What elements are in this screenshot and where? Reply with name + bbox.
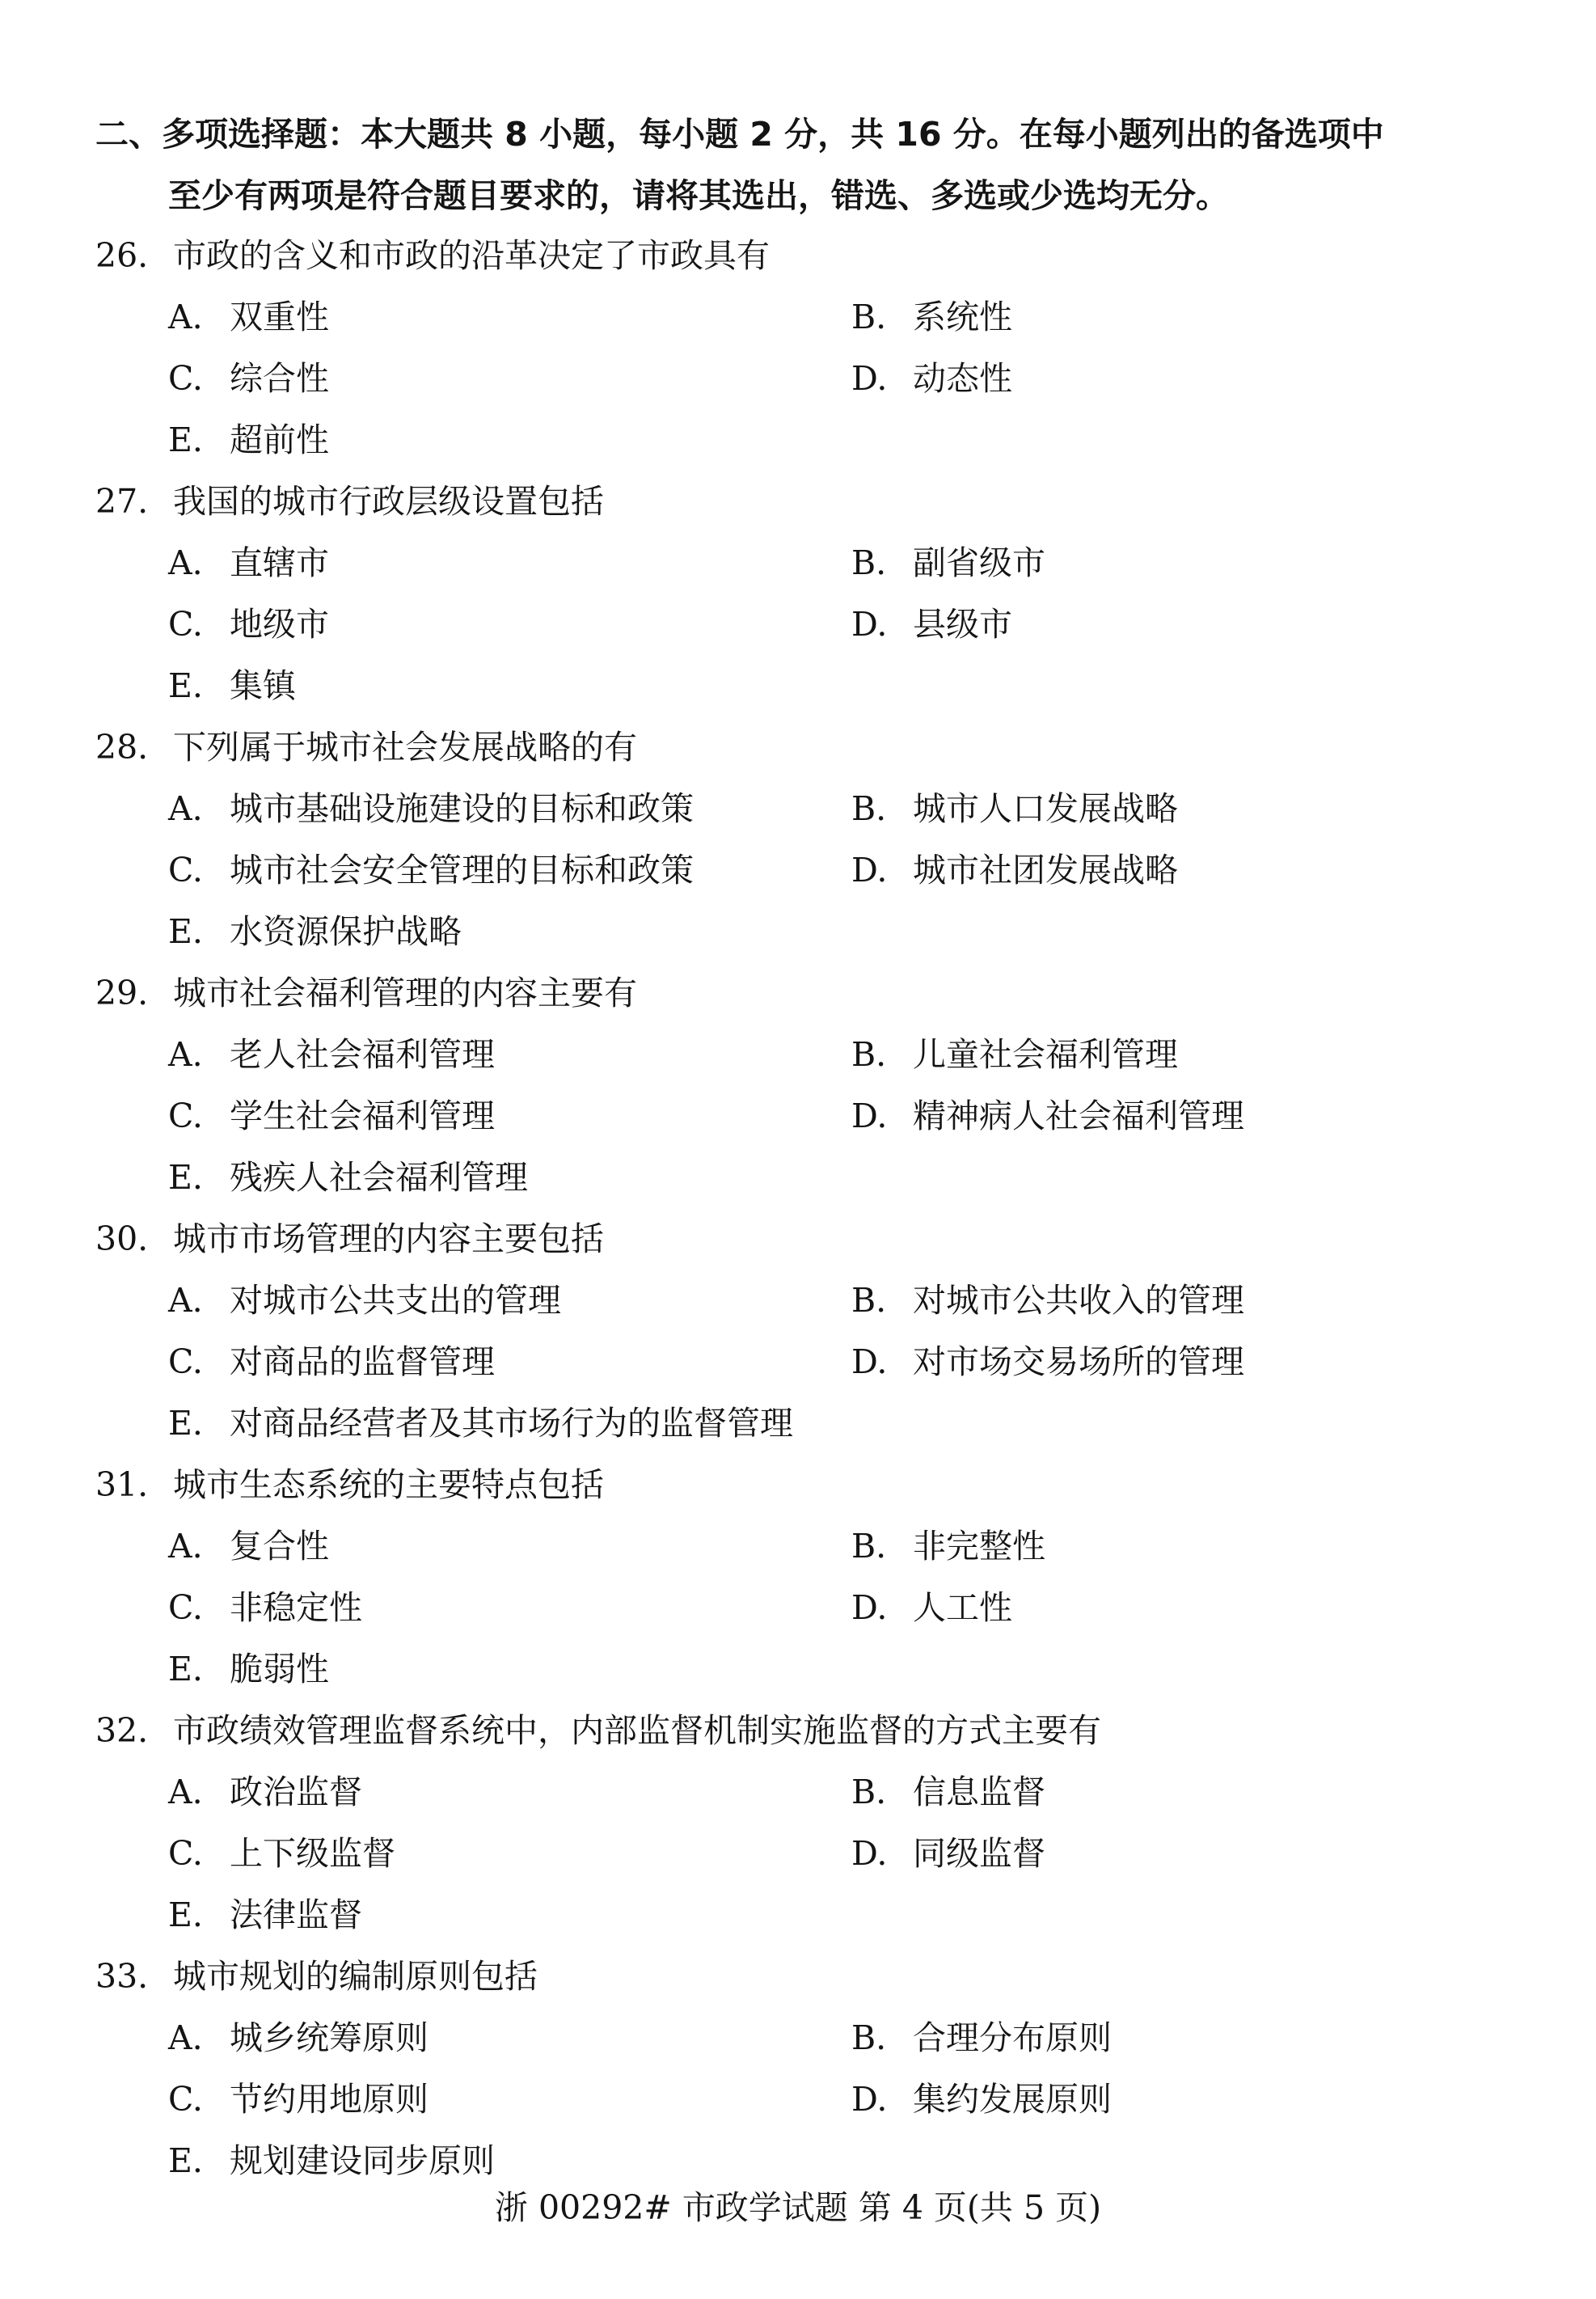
question-30 — [95, 1208, 1518, 1454]
option-a — [168, 286, 329, 348]
question-stem: 我国的城市行政层级设置包括 — [173, 482, 604, 521]
option-letter: C. — [168, 1097, 203, 1135]
option-text: 城市基础设施建设的目标和政策 — [230, 789, 694, 828]
option-text: 非稳定性 — [230, 1588, 362, 1627]
option-letter: B. — [851, 1527, 887, 1566]
option-letter: D. — [851, 1342, 888, 1381]
question-list — [95, 225, 1518, 2191]
option-d — [851, 1577, 1012, 1638]
option-text: 城市社会安全管理的目标和政策 — [230, 851, 694, 890]
option-text: 学生社会福利管理 — [230, 1097, 495, 1135]
section-header — [95, 104, 1518, 226]
option-e — [168, 655, 296, 716]
question-27 — [95, 471, 1518, 716]
option-letter: A. — [168, 1035, 203, 1074]
option-letter: C. — [168, 359, 203, 398]
option-c — [168, 348, 329, 409]
option-text: 非完整性 — [913, 1527, 1045, 1566]
option-b — [851, 1024, 1178, 1085]
option-text: 地级市 — [230, 605, 329, 644]
option-d — [851, 2069, 1112, 2130]
option-text: 信息监督 — [913, 1773, 1045, 1811]
option-letter: A. — [168, 1281, 203, 1320]
option-text: 对商品的监督管理 — [230, 1342, 495, 1381]
question-29 — [95, 962, 1518, 1208]
option-text: 脆弱性 — [230, 1650, 329, 1688]
option-letter: A. — [168, 543, 203, 582]
option-b — [851, 1270, 1244, 1331]
question-stem: 城市生态系统的主要特点包括 — [173, 1465, 604, 1504]
option-a — [168, 1024, 495, 1085]
option-letter: C. — [168, 2080, 203, 2119]
section-instruction-line2: 至少有两项是符合题目要求的，请将其选出，错选、多选或少选均无分。 — [168, 176, 1229, 215]
option-text: 系统性 — [913, 298, 1012, 336]
option-text: 规划建设同步原则 — [230, 2141, 495, 2180]
question-33 — [95, 1946, 1518, 2191]
option-letter: B. — [851, 1281, 887, 1320]
option-text: 政治监督 — [230, 1773, 362, 1811]
question-number: 31. — [95, 1465, 149, 1504]
option-c — [168, 594, 329, 655]
option-letter: A. — [168, 1527, 203, 1566]
option-d — [851, 839, 1178, 901]
option-letter: D. — [851, 851, 888, 890]
option-text: 集镇 — [230, 666, 296, 705]
option-letter: B. — [851, 789, 887, 828]
option-c — [168, 2069, 429, 2130]
option-text: 法律监督 — [230, 1895, 362, 1934]
option-letter: D. — [851, 1097, 888, 1135]
option-letter: C. — [168, 851, 203, 890]
question-26 — [95, 225, 1518, 471]
option-d — [851, 1331, 1244, 1393]
option-letter: E. — [168, 912, 203, 951]
option-a — [168, 1515, 329, 1577]
question-number: 30. — [95, 1219, 149, 1258]
option-c — [168, 1331, 495, 1393]
option-text: 合理分布原则 — [913, 2018, 1112, 2057]
option-b — [851, 532, 1045, 594]
option-letter: A. — [168, 1773, 203, 1811]
option-text: 直辖市 — [230, 543, 329, 582]
option-letter: B. — [851, 1773, 887, 1811]
option-e — [168, 1393, 793, 1454]
option-c — [168, 1577, 362, 1638]
option-a — [168, 2007, 429, 2069]
option-letter: D. — [851, 2080, 888, 2119]
option-text: 人工性 — [913, 1588, 1012, 1627]
option-e — [168, 1638, 329, 1700]
option-letter: C. — [168, 605, 203, 644]
question-number: 28. — [95, 728, 149, 767]
option-letter: B. — [851, 543, 887, 582]
option-text: 城市社团发展战略 — [913, 851, 1178, 890]
option-letter: B. — [851, 2018, 887, 2057]
option-text: 集约发展原则 — [913, 2080, 1112, 2119]
question-number: 32. — [95, 1711, 149, 1750]
option-letter: A. — [168, 789, 203, 828]
option-text: 对市场交易场所的管理 — [913, 1342, 1244, 1381]
option-text: 上下级监督 — [230, 1834, 395, 1873]
option-a — [168, 1270, 561, 1331]
option-text: 对城市公共收入的管理 — [913, 1281, 1244, 1320]
question-stem: 市政绩效管理监督系统中，内部监督机制实施监督的方式主要有 — [173, 1711, 1101, 1750]
option-text: 同级监督 — [913, 1834, 1045, 1873]
option-e — [168, 409, 329, 471]
question-number: 27. — [95, 482, 149, 521]
option-a — [168, 532, 329, 594]
option-e — [168, 1884, 362, 1946]
option-letter: D. — [851, 605, 888, 644]
option-letter: D. — [851, 1588, 888, 1627]
option-a — [168, 778, 694, 839]
option-letter: D. — [851, 359, 888, 398]
option-letter: B. — [851, 298, 887, 336]
option-d — [851, 348, 1012, 409]
option-b — [851, 286, 1012, 348]
section-instruction-line1: 二、多项选择题：本大题共 8 小题，每小题 2 分，共 16 分。在每小题列出的备选项中 — [95, 115, 1384, 154]
option-text: 节约用地原则 — [230, 2080, 429, 2119]
option-text: 儿童社会福利管理 — [913, 1035, 1178, 1074]
option-letter: B. — [851, 1035, 887, 1074]
option-text: 综合性 — [230, 359, 329, 398]
option-c — [168, 1085, 495, 1147]
option-d — [851, 1085, 1244, 1147]
option-letter: A. — [168, 298, 203, 336]
question-stem: 城市规划的编制原则包括 — [173, 1957, 538, 1996]
option-letter: C. — [168, 1588, 203, 1627]
option-letter: E. — [168, 1158, 203, 1197]
option-b — [851, 1761, 1045, 1823]
option-d — [851, 1823, 1045, 1884]
option-text: 超前性 — [230, 420, 329, 459]
question-32 — [95, 1700, 1518, 1946]
question-stem: 城市社会福利管理的内容主要有 — [173, 974, 637, 1012]
option-b — [851, 1515, 1045, 1577]
option-text: 老人社会福利管理 — [230, 1035, 495, 1074]
option-text: 城乡统筹原则 — [230, 2018, 429, 2057]
option-letter: E. — [168, 420, 203, 459]
question-number: 33. — [95, 1957, 149, 1996]
option-letter: E. — [168, 1650, 203, 1688]
option-b — [851, 2007, 1112, 2069]
page-footer: 浙 00292# 市政学试题 第 4 页(共 5 页) — [494, 2188, 1102, 2227]
option-letter: C. — [168, 1342, 203, 1381]
option-a — [168, 1761, 362, 1823]
option-letter: E. — [168, 2141, 203, 2180]
option-letter: E. — [168, 666, 203, 705]
option-text: 复合性 — [230, 1527, 329, 1566]
question-stem: 下列属于城市社会发展战略的有 — [173, 728, 637, 767]
option-text: 残疾人社会福利管理 — [230, 1158, 528, 1197]
option-b — [851, 778, 1178, 839]
option-letter: E. — [168, 1895, 203, 1934]
option-c — [168, 839, 694, 901]
option-letter: A. — [168, 2018, 203, 2057]
option-text: 对商品经营者及其市场行为的监督管理 — [230, 1404, 793, 1443]
question-28 — [95, 716, 1518, 962]
question-stem: 市政的含义和市政的沿革决定了市政具有 — [173, 236, 770, 275]
option-text: 双重性 — [230, 298, 329, 336]
option-d — [851, 594, 1012, 655]
option-text: 副省级市 — [913, 543, 1045, 582]
option-e — [168, 2130, 495, 2191]
option-text: 精神病人社会福利管理 — [913, 1097, 1244, 1135]
option-text: 动态性 — [913, 359, 1012, 398]
option-text: 城市人口发展战略 — [913, 789, 1178, 828]
option-letter: D. — [851, 1834, 888, 1873]
option-e — [168, 901, 462, 962]
question-stem: 城市市场管理的内容主要包括 — [173, 1219, 604, 1258]
question-number: 26. — [95, 236, 149, 275]
option-c — [168, 1823, 395, 1884]
question-31 — [95, 1454, 1518, 1700]
option-text: 水资源保护战略 — [230, 912, 462, 951]
question-number: 29. — [95, 974, 149, 1012]
option-e — [168, 1147, 528, 1208]
option-text: 对城市公共支出的管理 — [230, 1281, 561, 1320]
option-letter: C. — [168, 1834, 203, 1873]
option-letter: E. — [168, 1404, 203, 1443]
option-text: 县级市 — [913, 605, 1012, 644]
